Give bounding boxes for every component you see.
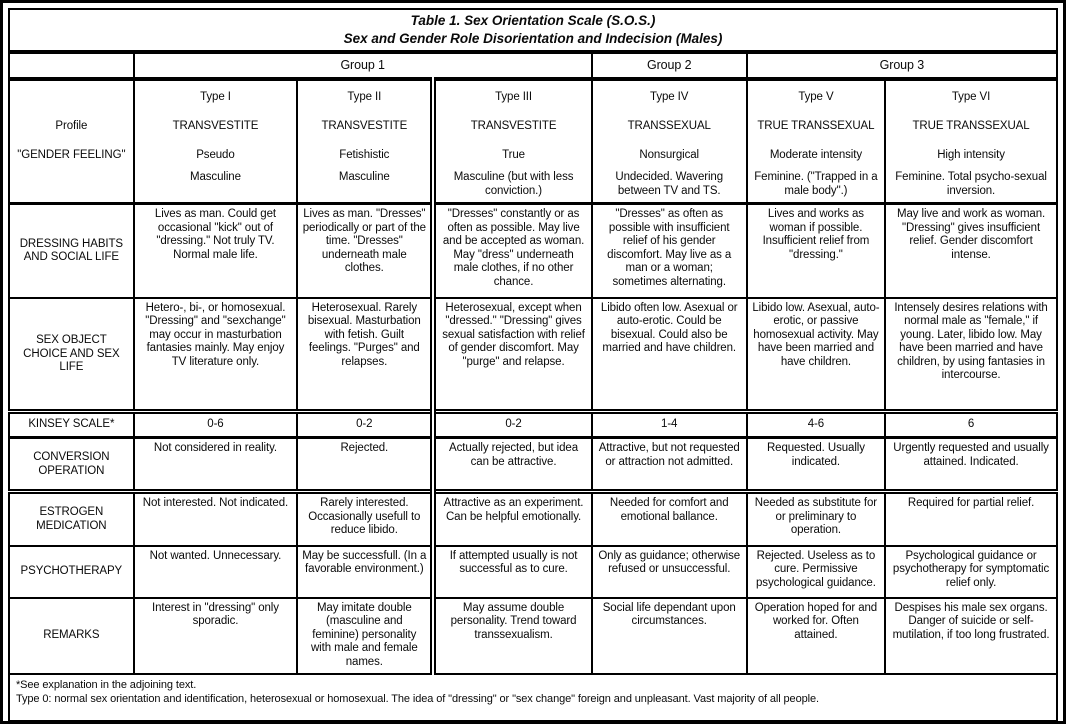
category-label: TRANSVESTITE bbox=[172, 119, 259, 132]
row-header-psychotherapy: PSYCHOTHERAPY bbox=[9, 546, 134, 598]
remarks-cell-type5: Operation hoped for and worked for. Often attained. bbox=[747, 598, 885, 674]
remarks-cell-type6: Despises his male sex organs. Danger of suicide or self-mutilation, if too long frustrated. bbox=[885, 598, 1057, 674]
profile-cell-type4 bbox=[592, 79, 747, 204]
category-label: TRUE TRANSSEXUAL bbox=[757, 119, 875, 132]
feeling-text: Masculine (but with less conviction.) bbox=[453, 171, 574, 197]
type-label: Type IV bbox=[650, 90, 689, 103]
kinsey-cell-type4: 1-4 bbox=[592, 412, 747, 438]
footnotes bbox=[9, 674, 1057, 721]
profile-cell-type2 bbox=[297, 79, 433, 204]
subtype-label: High intensity bbox=[937, 148, 1005, 161]
conversion-cell-type4: Attractive, but not requested or attraction not admitted. bbox=[592, 438, 747, 492]
table-title bbox=[9, 9, 1057, 52]
feeling-text: Masculine bbox=[190, 171, 241, 183]
profile-cell-type6 bbox=[885, 79, 1057, 204]
group-1-header: Group 1 bbox=[134, 52, 592, 79]
subtype-label: Pseudo bbox=[196, 148, 235, 161]
sos-table bbox=[8, 8, 1058, 722]
sexobject-cell-type4: Libido often low. Asexual or auto-erotic. Could be bisexual. Could also be married and have children. bbox=[592, 298, 747, 412]
conversion-cell-type3: Actually rejected, but idea can be attractive. bbox=[433, 438, 591, 492]
kinsey-cell-type2: 0-2 bbox=[297, 412, 433, 438]
category-label: TRANSSEXUAL bbox=[627, 119, 711, 132]
estrogen-cell-type5: Needed as substitute for or preliminary to operation. bbox=[747, 492, 885, 546]
psychotherapy-cell-type2: May be successfull. (In a favorable environment.) bbox=[297, 546, 433, 598]
remarks-cell-type2: May imitate double (masculine and feminine) personality with male and female names. bbox=[297, 598, 433, 674]
table-title-line1: Table 1. Sex Orientation Scale (S.O.S.) bbox=[410, 13, 656, 28]
group-2-header: Group 2 bbox=[592, 52, 747, 79]
estrogen-cell-type6: Required for partial relief. bbox=[885, 492, 1057, 546]
conversion-cell-type2: Rejected. bbox=[297, 438, 433, 492]
estrogen-cell-type4: Needed for comfort and emotional ballance. bbox=[592, 492, 747, 546]
feeling-text: Undecided. Wavering between TV and TS. bbox=[615, 171, 724, 197]
row-header-estrogen-medication: ESTROGEN MEDICATION bbox=[9, 492, 134, 546]
category-label: TRANSVESTITE bbox=[321, 119, 408, 132]
conversion-cell-type1: Not considered in reality. bbox=[134, 438, 297, 492]
type-label: Type I bbox=[200, 90, 231, 103]
estrogen-cell-type2: Rarely interested. Occasionally usefull to reduce libido. bbox=[297, 492, 433, 546]
kinsey-cell-type1: 0-6 bbox=[134, 412, 297, 438]
row-header-conversion-operation: CONVERSION OPERATION bbox=[9, 438, 134, 492]
subtype-label: Nonsurgical bbox=[639, 148, 700, 161]
category-label: TRUE TRANSSEXUAL bbox=[912, 119, 1030, 132]
footnote-type0: Type 0: normal sex orientation and identification, heterosexual or homosexual. The idea of "dressing" or "sex change" foreign and unpleasant. Vast majority of all people. bbox=[16, 692, 819, 705]
kinsey-cell-type6: 6 bbox=[885, 412, 1057, 438]
type-label: Type III bbox=[495, 90, 532, 103]
profile-cell-type1 bbox=[134, 79, 297, 204]
group-3-header: Group 3 bbox=[747, 52, 1057, 79]
type-label: Type II bbox=[347, 90, 382, 103]
type-label: Type VI bbox=[951, 90, 991, 103]
sexobject-cell-type6: Intensely desires relations with normal male as "female," if young. Later, libido low. May have been married and have children, by using fantasies in intercourse. bbox=[885, 298, 1057, 412]
spacer bbox=[14, 84, 129, 113]
dressing-cell-type1: Lives as man. Could get occasional "kick" out of "dressing." Not truly TV. Normal male life. bbox=[134, 204, 297, 298]
remarks-cell-type3: May assume double personality. Trend toward transsexualism. bbox=[433, 598, 591, 674]
corner-cell bbox=[9, 52, 134, 79]
subtype-label: Moderate intensity bbox=[769, 148, 862, 161]
estrogen-cell-type1: Not interested. Not indicated. bbox=[134, 492, 297, 546]
remarks-cell-type4: Social life dependant upon circumstances. bbox=[592, 598, 747, 674]
feeling-text: Feminine. ("Trapped in a male body".) bbox=[754, 171, 878, 197]
estrogen-cell-type3: Attractive as an experiment. Can be helpful emotionally. bbox=[433, 492, 591, 546]
psychotherapy-cell-type5: Rejected. Useless as to cure. Permissive psychological guidance. bbox=[747, 546, 885, 598]
psychotherapy-cell-type6: Psychological guidance or psychotherapy for symptomatic relief only. bbox=[885, 546, 1057, 598]
conversion-cell-type5: Requested. Usually indicated. bbox=[747, 438, 885, 492]
row-header-dressing-habits: DRESSING HABITS AND SOCIAL LIFE bbox=[9, 204, 134, 298]
kinsey-cell-type5: 4-6 bbox=[747, 412, 885, 438]
profile-label: Profile bbox=[55, 120, 88, 133]
row-header-kinsey-scale: KINSEY SCALE* bbox=[9, 412, 134, 438]
dressing-cell-type6: May live and work as woman. "Dressing" gives insufficient relief. Gender discomfort intense. bbox=[885, 204, 1057, 298]
subtype-label: Fetishistic bbox=[339, 148, 390, 161]
footnote-asterisk: *See explanation in the adjoining text. bbox=[16, 678, 197, 691]
psychotherapy-cell-type1: Not wanted. Unnecessary. bbox=[134, 546, 297, 598]
sexobject-cell-type1: Hetero-, bi-, or homosexual. "Dressing" and "sexchange" may occur in masturbation fantasies mainly. May enjoy TV literature only. bbox=[134, 298, 297, 412]
dressing-cell-type5: Lives and works as woman if possible. Insufficient relief from "dressing." bbox=[747, 204, 885, 298]
psychotherapy-cell-type4: Only as guidance; otherwise refused or unsuccessful. bbox=[592, 546, 747, 598]
sexobject-cell-type3: Heterosexual, except when "dressed." "Dressing" gives sexual satisfaction with relief of gender discomfort. May "purge" and relapse. bbox=[433, 298, 591, 412]
gender-feeling-label: "GENDER FEELING" bbox=[17, 149, 126, 162]
profile-cell-type5 bbox=[747, 79, 885, 204]
row-header-remarks: REMARKS bbox=[9, 598, 134, 674]
type-label: Type V bbox=[798, 90, 834, 103]
spacer bbox=[14, 171, 129, 200]
profile-cell-type3 bbox=[433, 79, 591, 204]
row-header-sex-object: SEX OBJECT CHOICE AND SEX LIFE bbox=[9, 298, 134, 412]
category-label: TRANSVESTITE bbox=[470, 119, 557, 132]
conversion-cell-type6: Urgently requested and usually attained. Indicated. bbox=[885, 438, 1057, 492]
kinsey-cell-type3: 0-2 bbox=[433, 412, 591, 438]
dressing-cell-type2: Lives as man. "Dresses" periodically or part of the time. "Dresses" underneath male clothes. bbox=[297, 204, 433, 298]
feeling-text: Masculine bbox=[338, 171, 390, 183]
table-title-line2: Sex and Gender Role Disorientation and Indecision (Males) bbox=[343, 31, 723, 46]
sexobject-cell-type2: Heterosexual. Rarely bisexual. Masturbation with fetish. Guilt feelings. "Purges" and relapses. bbox=[297, 298, 433, 412]
dressing-cell-type4: "Dresses" as often as possible with insufficient relief of his gender discomfort. May live as a man or a woman; sometimes alternating. bbox=[592, 204, 747, 298]
row-header-profile bbox=[9, 79, 134, 204]
dressing-cell-type3: "Dresses" constantly or as often as possible. May live and be accepted as woman. May "dress" underneath male clothes, if no other chance. bbox=[433, 204, 591, 298]
remarks-cell-type1: Interest in "dressing" only sporadic. bbox=[134, 598, 297, 674]
sexobject-cell-type5: Libido low. Asexual, auto-erotic, or passive homosexual activity. May have been married and have children. bbox=[747, 298, 885, 412]
subtype-label: True bbox=[502, 148, 525, 161]
psychotherapy-cell-type3: If attempted usually is not successful as to cure. bbox=[433, 546, 591, 598]
feeling-text: Feminine. Total psycho-sexual inversion. bbox=[895, 171, 1047, 197]
